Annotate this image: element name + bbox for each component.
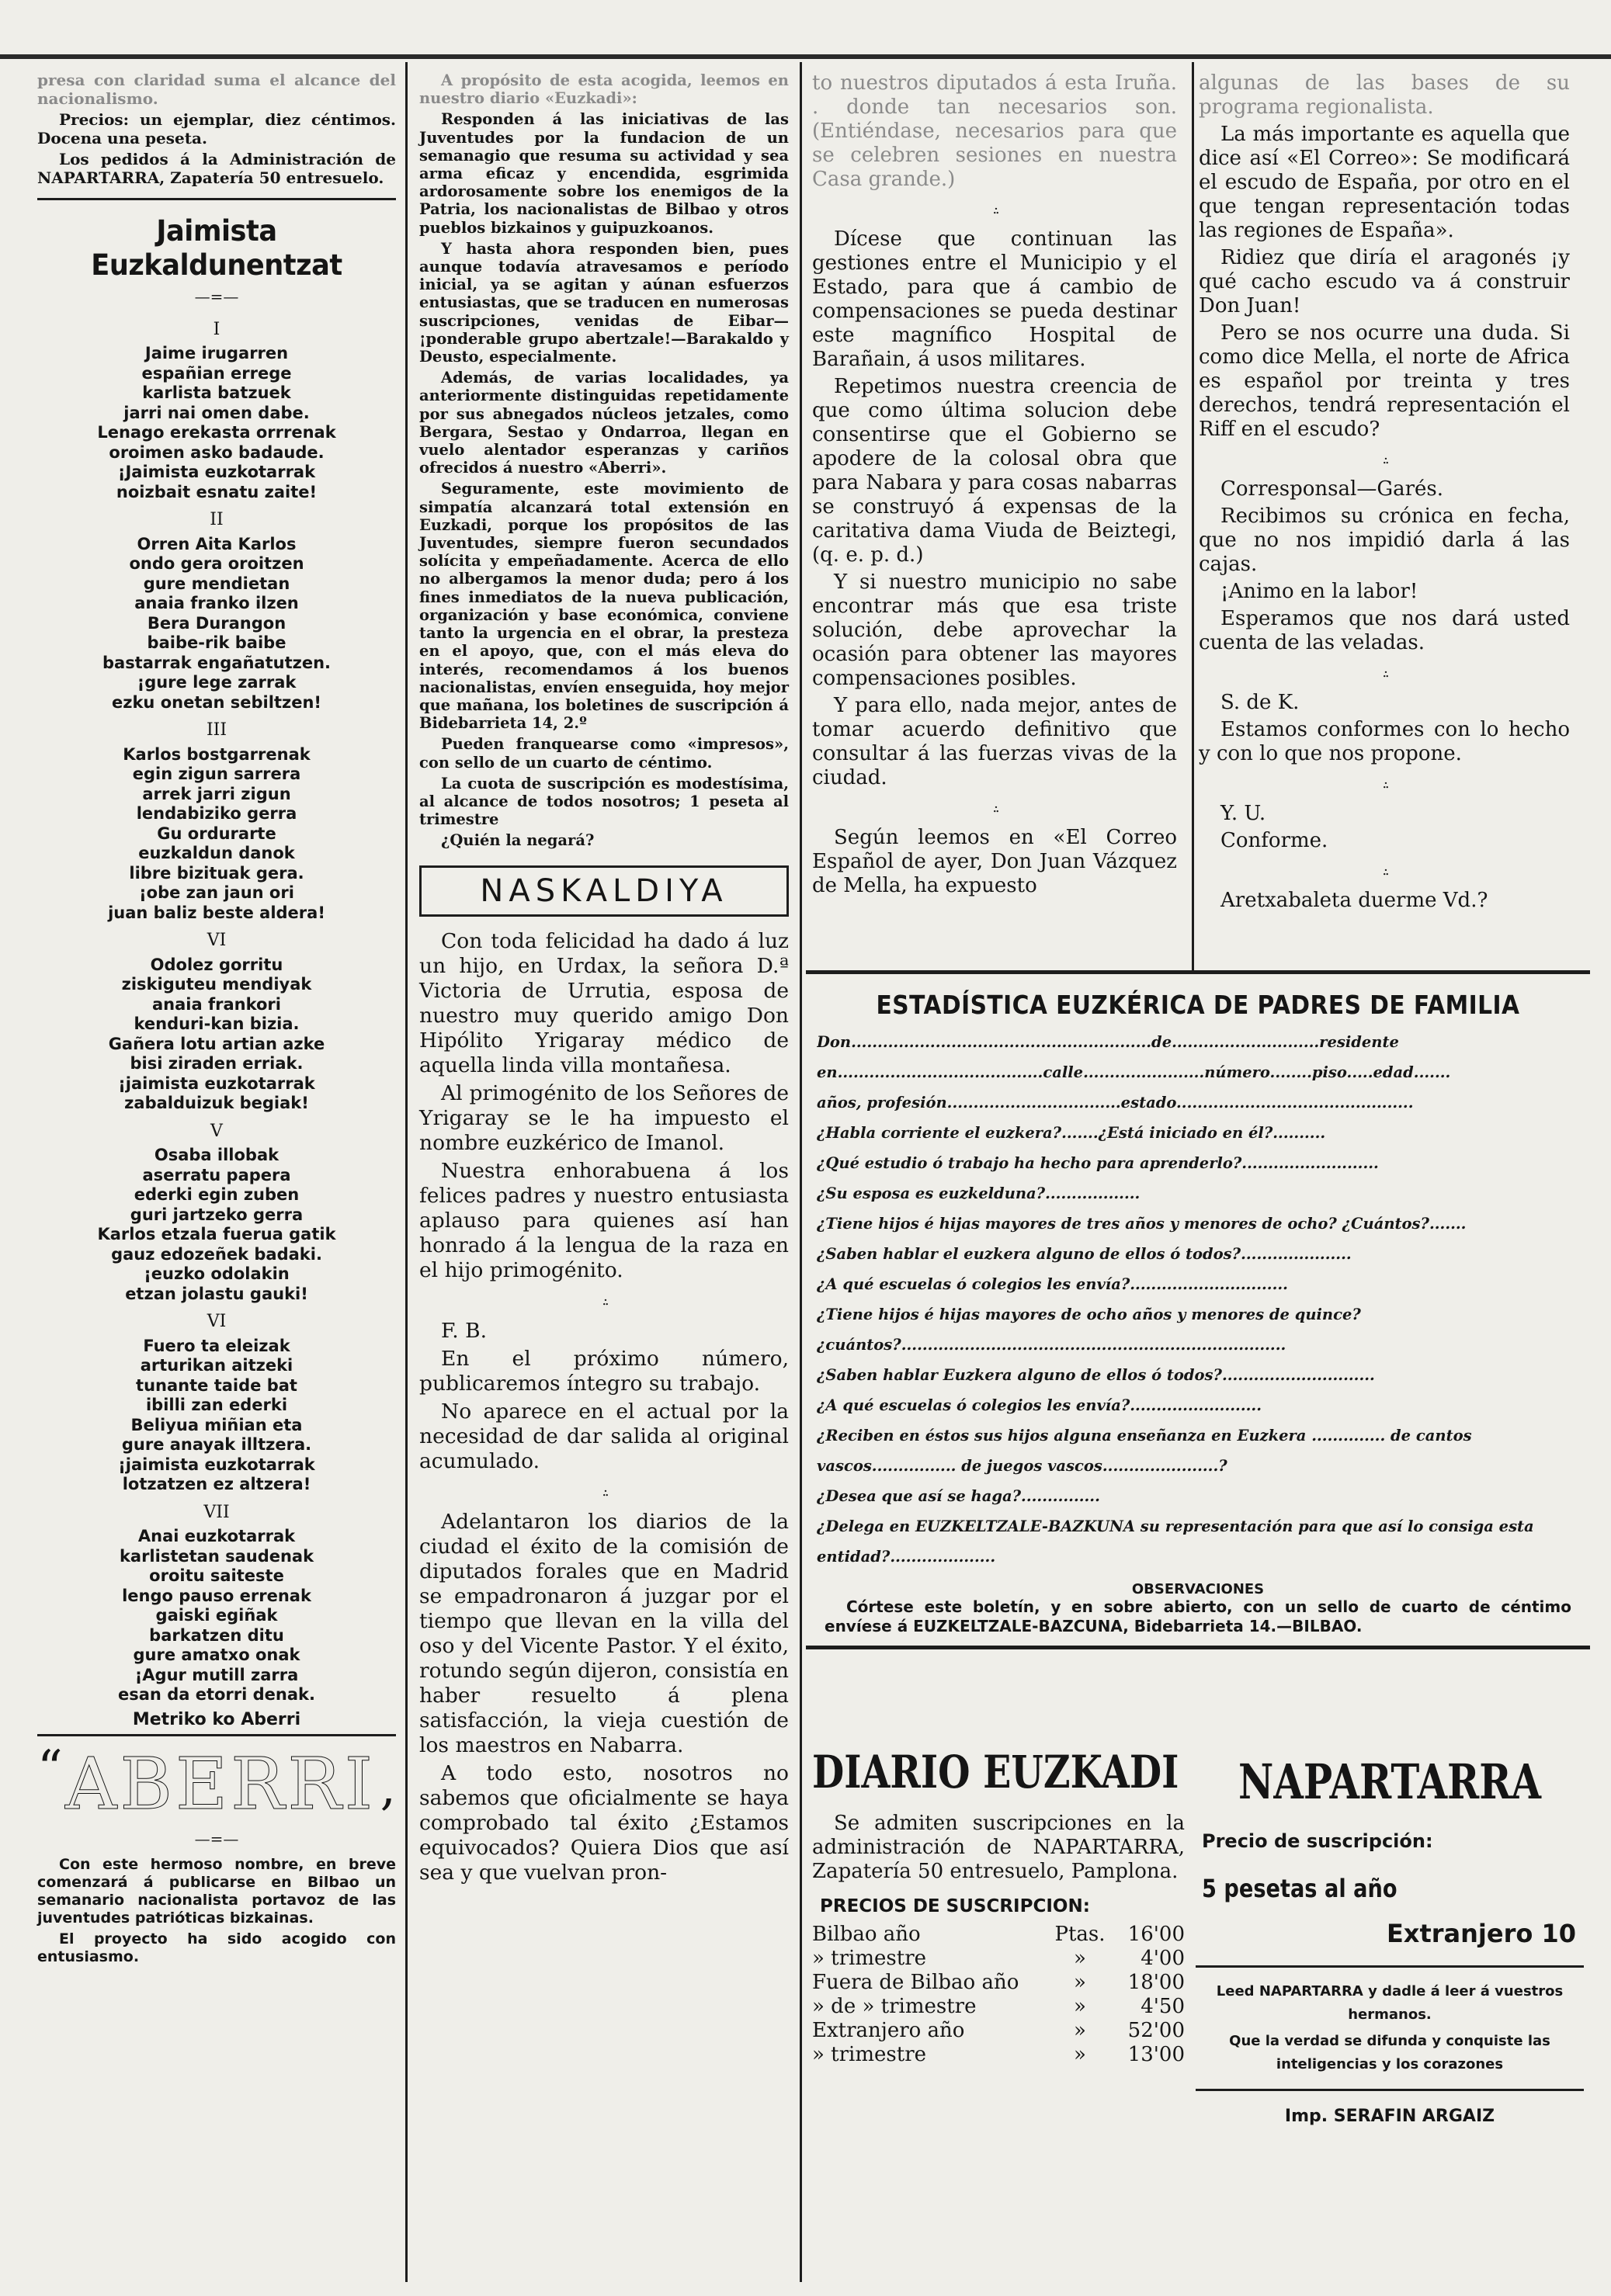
column-4 [1199,71,1570,916]
naskaldiya-title: NASKALDIYA [480,872,728,909]
price-mark: » [1074,1947,1086,1970]
poem-line: anaia frankori [152,994,281,1014]
poem-line: kenduri-kan bizia. [134,1014,300,1033]
euzkadi-title: DIARIO EUZKADI [812,1746,1179,1798]
poem-signature: Metriko ko Aberri [132,1709,301,1729]
poem-line: Beliyua miñian eta [130,1415,303,1434]
poem-line: ¡obe zan jaun ori [139,883,294,902]
poem-line: esan da etorri denak. [118,1685,315,1704]
euzkadi-advert [812,1746,1185,2067]
article-paragraph: Dícese que continuan las gestiones entre el Municipio y el Estado, para que á cambio de compensaciones se pueda destinar este magnífico Hospital de Barañain, á usos militares. [812,227,1177,371]
stanza-number: III [206,720,227,740]
poem-line: gure amatxo onak [133,1646,300,1664]
article-paragraph: Al primogénito de los Señores de Yrigaray se le ha impuesto el nombre euzkérico de Imanol. [419,1080,789,1155]
poem-line: baibe-rik baibe [147,633,286,652]
separator-dots: .·. [992,201,997,217]
poem-line: jarri nai omen dabe. [123,403,310,422]
separator-dots: .·. [1382,664,1387,681]
euzkadi-text: Se admiten suscripciones en la administración de NAPARTARRA, Zapatería 50 entresuelo, Pamplona. [812,1812,1185,1883]
form-question: Don.........................................................de............................residente [817,1033,1399,1051]
article-paragraph: No aparece en el actual por la necesidad de dar salida al original acumulado. [419,1399,789,1473]
poem-line: ¡jaimista euzkotarrak [118,1455,315,1474]
separator-dots: .·. [602,1292,606,1309]
poem-line: Karlos bostgarrenak [123,744,311,764]
poem-line: Anai euzkotarrak [137,1527,296,1545]
form-question: ¿A qué escuelas ó colegios les envía?.............................. [817,1275,1288,1293]
poem-line: guri jartzeko gerra [130,1205,304,1224]
poem-line: aserratu papera [142,1165,291,1184]
form-question: ¿Su esposa es euzkelduna?.................. [817,1184,1141,1202]
article-paragraph: La cuota de suscripción es modestísima, al alcance de todos nosotros; 1 peseta al trimestre [419,774,789,829]
form-question: ¿Saben hablar Euzkera alguno de ellos ó todos?............................. [817,1366,1375,1384]
article-paragraph: Pero se nos ocurre una duda. Si como dice Mella, el norte de Africa es español por treinta y tres derechos, tendrá representación el Riff en el escudo? [1199,321,1570,441]
price-value: 16'00 [1127,1923,1185,1946]
price-mark: Ptas. [1054,1923,1106,1946]
aberri-title: ABERRI [64,1743,377,1826]
poem-line: arturikan aitzeki [140,1356,293,1375]
poem-line: españian errege [141,363,292,383]
article-paragraph: A propósito de esta acogida, leemos en nuestro diario «Euzkadi»: [419,71,789,108]
poem-line: egin zigun sarrera [132,765,301,783]
column-1 [37,71,396,1969]
separator-dots: .·. [992,799,997,816]
poem-line: euzkaldun danok [138,844,295,862]
aberri-ornament: —=— [194,1830,239,1848]
napartarra-advert [1196,1754,1584,2126]
poem-line: oroimen asko badaude. [109,442,325,462]
stanza-number: V [210,1121,223,1141]
euzkadi-prices-title: PRECIOS DE SUSCRIPCION: [820,1896,1090,1916]
form-question: ¿Saben hablar el euzkera alguno de ellos ó todos?..................... [817,1245,1352,1263]
poem-line: ¡jaimista euzkotarrak [118,1073,315,1093]
poem-line: Lenago erekasta orrrenak [97,423,336,442]
form-question: ¿Desea que así se haga?............... [817,1487,1100,1505]
promo-line: Que la verdad se difunda y conquiste las inteligencias y los corazones [1229,2033,1550,2072]
correspondence-line: Conforme. [1220,829,1328,852]
price-value: 4'00 [1141,1947,1185,1970]
correspondence-line: Esperamos que nos dará usted cuenta de las veladas. [1199,607,1570,654]
poem-line: ibilli zan ederki [145,1396,288,1414]
form-question: ¿Reciben en éstos sus hijos alguna enseñanza en Euzkera .............. de cantos vascos................ de juegos vascos......................? [817,1427,1472,1475]
form-bottom-rule [806,1646,1590,1649]
poem-line: Osaba illobak [154,1146,279,1164]
fb-signature: F. B. [441,1318,488,1343]
poem-line: Gu ordurarte [157,824,276,843]
price-row [812,1971,1185,1995]
price-label: Fuera de Bilbao año [812,1971,1019,1994]
article-paragraph: A todo esto, nosotros no sabemos que oficialmente se haya comprobado tal éxito ¿Estamos equivocados? Quiera Dios que así sea y que vuelvan pron- [419,1760,789,1885]
poem-line: ¡Jaimista euzkotarrak [117,463,316,481]
article-paragraph: Y hasta ahora responden bien, pues aunque todavía atravesamos e período inicial, ya se agitan y aúnan esfuerzos entusiastas, que se traducen en numerosas suscripciones, venidas de Eibar—¡ponderable grupo abertzale!—Barakaldo y Deusto, especialmente. [419,239,789,366]
intro-paragraph: presa con claridad suma el alcance del nacionalismo. [37,71,396,108]
observations-text: Córtese este boletín, y en sobre abierto, con un sello de cuarto de céntimo envíese á EUZKELTZALE-BAZCUNA, Bidebarrieta 14.—BILBAO. [825,1597,1571,1635]
poem-line: Bera Durangon [147,613,286,633]
price-row [812,1947,1185,1971]
article-paragraph: Ridiez que diría el aragonés ¡y qué cacho escudo va á construir Don Juan! [1199,246,1570,317]
poem-stanzas [37,320,396,1705]
separator-dots: .·. [1382,862,1387,879]
poem-line: ¡Agur mutill zarra [134,1665,299,1684]
article-paragraph: Adelantaron los diarios de la ciudad el éxito de la comisión de diputados forales que en Madrid se empadronaron á juzgar por el tiempo que llevan en la villa del oso y del Vicente Pastor. Y el éxito, rotundo según dijeron, consistía en haber resuelto á plena satisfacción, la vieja cuestión de los maestros en Nabarra. [419,1509,789,1757]
form-question: en.......................................calle.......................número........piso.....edad....... [817,1063,1451,1081]
form-question: ¿Tiene hijos é hijas mayores de tres años y menores de ocho? ¿Cuántos?....... [817,1215,1467,1233]
form-question: ¿A qué escuelas ó colegios les envía?......................... [817,1396,1262,1414]
poem-line: oroitu saiteste [149,1566,284,1585]
stanza-number: II [210,510,224,529]
article-paragraph: Pueden franquearse como «impresos», con sello de un cuarto de céntimo. [419,735,789,772]
statistics-form [806,970,1590,1649]
poem-line: gaiski egiñak [155,1606,278,1625]
poem-line: lotzatzen ez altzera! [122,1475,311,1493]
poem-line: barkatzen ditu [149,1625,284,1645]
separator-dots: .·. [1382,451,1387,467]
price-row [812,1923,1185,1947]
poem-line: etzan jolastu gauki! [125,1284,308,1303]
poem-line: Fuero ta eleizak [143,1336,290,1355]
form-question: ¿Tiene hijos é hijas mayores de ocho años y menores de quince? ¿cuántos?......................................................................... [817,1306,1361,1354]
article-paragraph: En el próximo número, publicaremos íntegro su trabajo. [419,1346,789,1396]
price-label: » de » trimestre [812,1995,977,2018]
correspondence-line: ¡Animo en la labor! [1220,580,1418,603]
article-paragraph: Y si nuestro municipio no sabe encontrar más que esa triste solución, debe aprovechar la ocasión para obtener las mayores compensaciones posibles. [812,571,1177,690]
price-label: Extranjero año [812,2019,965,2042]
correspondence-line: Corresponsal—Garés. [1220,477,1444,501]
price-label: » trimestre [812,2043,927,2066]
article-paragraph: Nuestra enhorabuena á los felices padres y nuestro entusiasta aplauso para quienes así han honrado á la lengua de la raza en el hijo primogénito. [419,1158,789,1282]
advert-rule [1196,2089,1584,2091]
poem-line: Karlos etzala fuerua gatik [97,1225,336,1243]
advert-rule [1196,1965,1584,1968]
section-rule [37,1734,396,1736]
price-mark: » [1074,2043,1086,2066]
article-paragraph: El proyecto ha sido acogido con entusiasmo. [37,1930,396,1965]
aberri-article [37,1856,396,1966]
price-row [812,1995,1185,2019]
aberri-open-quote: “ [37,1740,63,1798]
article-paragraph: Seguramente, este movimiento de simpatía alcanzará total extensión en Euzkadi, porque los propósitos de las Juventudes, siempre fueron secundados solícita y empeñadamente. Acerca de ello no albergamos la menor duda; pero á los fines inmediatos de la nueva publicación, organización y base económica, conviene tanto la urgencia en el obrar, la presteza en el apoyo, que, con el más eleva do interés, recomendamos á los buenos nacionalistas, envíen enseguida, hoy mejor que mañana, los boletines de suscripción á Bidebarrieta 14, 2.º [419,480,789,733]
column-rule-3 [1192,62,1194,970]
printer-imprint: Imp. SERAFIN ARGAIZ [1284,2107,1495,2126]
correspondence-line: Estamos conformes con lo hecho y con lo que nos propone. [1199,718,1570,765]
article-paragraph: Y para ello, nada mejor, antes de tomar acuerdo definitivo que consultar á las fuerzas vivas de la ciudad. [812,694,1177,789]
price-row [812,2043,1185,2067]
poem-line: ederki egin zuben [134,1185,300,1204]
top-rule [0,54,1611,59]
article-paragraph: La más importante es aquella que dice así «El Correo»: Se modificará el escudo de España, por otro en el que tengan representación todas las regiones de España». [1199,123,1570,242]
article-paragraph: Repetimos nuestra creencia de que como última solucion debe consentirse que el Gobierno se apodere de la colosal obra que para Nabara y para cosas nabarras se construyó á expensas de la caritativa dama Viuda de Beiztegi, (q. e. p. d.) [812,375,1177,567]
naskaldiya-heading [419,865,789,917]
poem-line: Gañera lotu artian azke [108,1034,325,1053]
title-ornament: —=— [194,287,239,306]
poem-line: gauz edozeñek badaki. [111,1244,322,1264]
article-paragraph: Con este hermoso nombre, en breve comenzará á publicarse en Bilbao un semanario nacionalista portavoz de las juventudes patrióticas bizkainas. [37,1855,396,1927]
article-paragraph: Además, de varias localidades, ya anteriormente distinguidas repetidamente por sus abnegados núcleos jetzales, como Bergara, Sestao y Ondarroa, llegan en vuelo alentador esperanzas y cariños ofrecidos á nuestro «Aberri». [419,369,789,477]
price-label: » trimestre [812,1947,927,1970]
column-3 [812,71,1177,901]
poem-line: gure anayak illtzera. [121,1435,312,1454]
poem-line: ondo gera oroitzen [129,554,304,573]
stanza-number: I [213,319,220,339]
form-question: ¿Habla corriente el euzkera?.......¿Está iniciado en él?.......... [817,1124,1326,1142]
napartarra-title: NAPARTARRA [1238,1753,1541,1810]
column-rule-2 [800,62,802,2282]
poem-line: Odolez gorritu [150,955,283,974]
price-mark: » [1074,2019,1086,2042]
separator-dots: .·. [1382,775,1387,792]
form-question: años, profesión.................................estado............................................. [817,1094,1414,1112]
stanza-number: VII [203,1502,230,1522]
napartarra-price-main: 5 pesetas al año [1202,1874,1397,1903]
poem-line: bisi ziraden erriak. [130,1054,304,1073]
poem-line: ziskiguteu mendiyak [121,975,312,994]
article-paragraph: to nuestros diputados á esta Iruña. . donde tan necesarios son. (Entiéndase, necesarios para que se celebren sesiones en nuestra Casa grande.) [812,71,1177,191]
article-paragraph: Responden á las iniciativas de las Juventudes por la fundacion de un semanagio que resuma su actividad y sea arma eficaz y encendida, esgrimida ardorosamente sobre los enemigos de la Patria, los nacionalistas de Bilbao y otros pueblos bizkainos y guipuzkoanos. [419,110,789,237]
correspondent-signature: S. de K. [1220,691,1300,714]
poem-line: Jaime irugarren [144,344,289,362]
article-paragraph: Según leemos en «El Correo Español de ayer, Don Juan Vázquez de Mella, ha expuesto [812,826,1177,897]
price-label: Bilbao año [812,1923,921,1946]
poem-line: ¡gure lege zarrak [137,673,297,692]
poem-line: gure mendietan [143,574,290,593]
poem-line: lendabiziko gerra [136,804,297,823]
article-paragraph: Con toda felicidad ha dado á luz un hijo, en Urdax, la señora D.ª Victoria de Urrutia, esposa de nuestro muy querido amigo Don Hipólito Yrigaray médico de aquella linda villa montañesa. [419,928,789,1077]
naskaldiya-article [419,929,789,1885]
promo-line: Leed NAPARTARRA y dadle á leer á vuestros hermanos. [1216,1983,1564,2023]
column-rule-1 [405,62,408,2282]
poem-line: zabalduizuk begiak! [124,1094,309,1112]
price-value: 18'00 [1127,1971,1185,1994]
napartarra-price-foreign: Extranjero 10 [1386,1919,1576,1948]
correspondence-line: Aretxabaleta duerme Vd.? [1220,889,1488,912]
napartarra-price-title: Precio de suscripción: [1202,1830,1433,1852]
separator-dots: .·. [602,1483,606,1500]
poem-line: ezku onetan sebiltzen! [112,692,321,712]
price-value: 52'00 [1127,2019,1185,2042]
aberri-continued [419,71,789,850]
col1-intro [37,71,396,187]
intro-paragraph: Los pedidos á la Administración de NAPARTARRA, Zapatería 50 entresuelo. [37,150,396,187]
aberri-heading [37,1740,396,1830]
price-row [812,2019,1185,2043]
correspondence-line: Recibimos su crónica en fecha, que no nos impidió darla á las cajas. [1199,505,1570,576]
correspondent-signature: Y. U. [1220,802,1266,825]
form-question: ¿Qué estudio ó trabajo ha hecho para aprenderlo?.......................... [817,1154,1379,1172]
poem-line: arrek jarri zigun [142,784,291,803]
column-2 [419,71,789,1888]
stanza-number: VI [207,931,227,950]
form-top-rule [806,970,1590,974]
observations-title: OBSERVACIONES [1131,1581,1265,1597]
price-table [812,1923,1185,2067]
section-rule [37,198,396,200]
stanza-number: VI [207,1312,227,1331]
price-mark: » [1074,1971,1086,1994]
form-questions [806,1027,1590,1572]
form-question: ¿Delega en EUZKELTZALE-BAZKUNA su representación para que así lo consiga esta entidad?.................... [817,1517,1534,1566]
poem-line: tunante taide bat [136,1375,297,1395]
poem-title: Jaimista Euzkaldunentzat [91,214,342,282]
poem-line: Orren Aita Karlos [137,534,297,553]
aberri-close-mark: , [380,1759,396,1816]
poem-line: bastarrak engañatutzen. [102,653,331,672]
form-title: ESTADÍSTICA EUZKÉRICA DE PADRES DE FAMILIA [876,990,1520,1020]
poem-line: juan baliz beste aldera! [108,903,325,922]
poem-line: lengo pauso errenak [122,1586,311,1605]
poem-line: karlistetan saudenak [119,1546,314,1566]
poem-line: anaia franko ilzen [134,594,299,612]
price-value: 13'00 [1127,2043,1185,2066]
article-paragraph: ¿Quién la negará? [441,831,595,850]
price-mark: » [1074,1995,1086,2018]
poem-line: karlista batzuek [142,383,291,402]
intro-paragraph: Precios: un ejemplar, diez céntimos. Docena una peseta. [37,110,396,147]
poem-line: libre bizituak gera. [129,863,304,883]
poem-line: ¡euzko odolakin [144,1264,290,1283]
article-paragraph: algunas de las bases de su programa regionalista. [1199,71,1570,119]
poem-line: noizbait esnatu zaite! [116,482,318,501]
price-value: 4'50 [1141,1995,1185,2018]
